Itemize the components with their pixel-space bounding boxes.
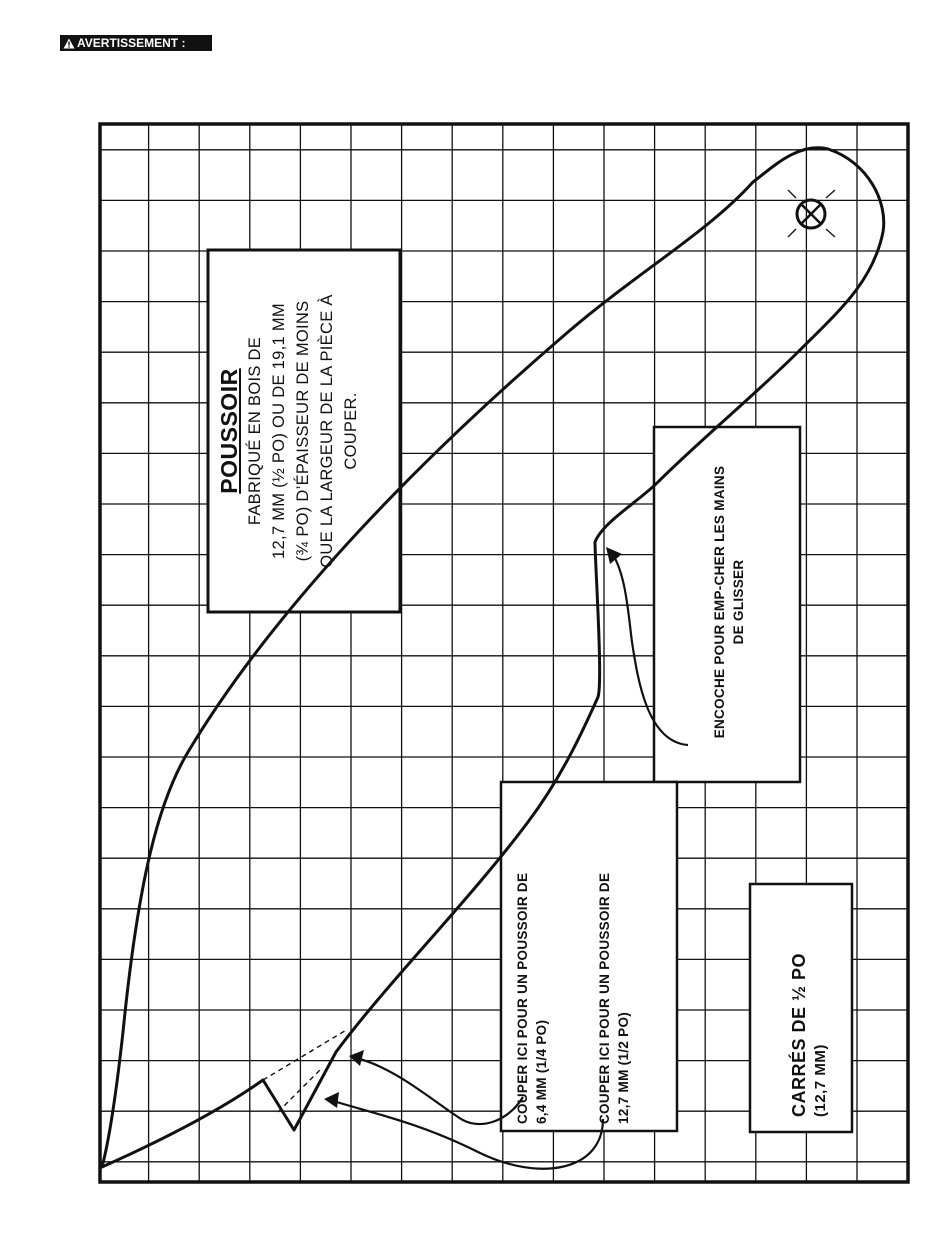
warning-label: AVERTISSEMENT : <box>77 36 186 50</box>
pattern-title: POUSSOIR <box>216 368 242 494</box>
notch-line-2: DE GLISSER <box>731 559 746 645</box>
cut-quarter-line-1: COUPER ICI POUR UN POUSSOIR DE <box>515 872 530 1124</box>
cut-half-line-2: 12,7 MM (1/2 PO) <box>616 1011 631 1124</box>
notch-box-text <box>710 432 748 772</box>
pattern-line-5: COUPER. <box>342 392 360 470</box>
cut-half-arrowhead <box>324 1092 339 1108</box>
warning-triangle-icon <box>63 38 75 49</box>
cut-half-line-1: COUPER ICI POUR UN POUSSOIR DE <box>597 872 612 1124</box>
pattern-line-3: (¾ PO) D’ÉPAISSEUR DE MOINS <box>294 300 312 562</box>
squares-line-1: CARRÉS DE ½ PO <box>789 952 809 1117</box>
cut-half-text <box>595 789 633 1124</box>
pattern-line-4: QUE LA LARGEUR DE LA PIÈCE À <box>318 294 336 568</box>
push-stick-pattern <box>98 122 910 1184</box>
notch-line-1: ENCOCHE POUR EMP-CHER LES MAINS <box>712 465 727 739</box>
pattern-line-2: 12,7 MM (½ PO) OU DE 19,1 MM <box>270 303 288 559</box>
cut-quarter-text <box>513 789 551 1124</box>
main-box-text <box>216 256 363 606</box>
cut-quarter-line-2: 6,4 MM (1/4 PO) <box>534 1019 549 1124</box>
notch-arrowhead <box>606 547 622 564</box>
pattern-line-1: FABRIQUÉ EN BOIS DE <box>246 336 264 526</box>
hanging-hole-icon <box>788 190 835 237</box>
warning-badge <box>60 35 212 51</box>
squares-line-2: (12,7 MM) <box>812 1044 829 1117</box>
squares-text <box>788 887 832 1117</box>
